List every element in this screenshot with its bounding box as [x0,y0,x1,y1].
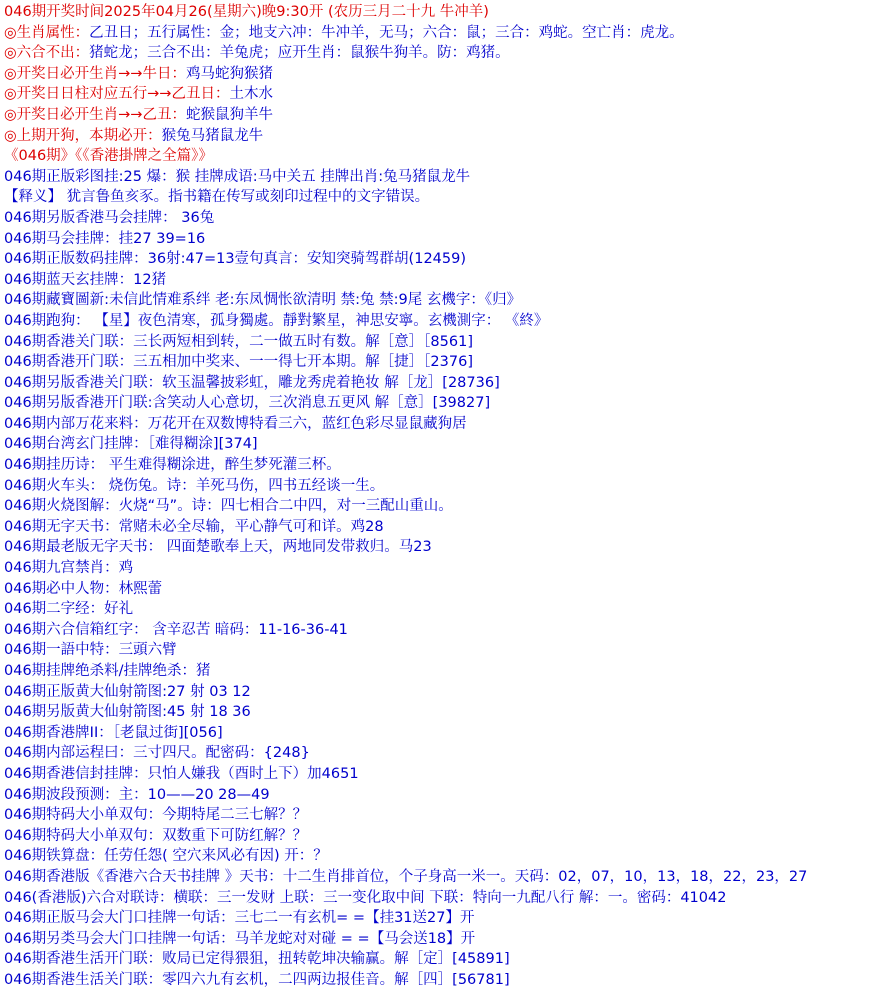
content-line-huoche-tou [4,476,894,497]
content-line-zhengban-huangdaxian [4,682,894,703]
draw-time-header: 046期开奖时间2025年04月26(星期六)晚9:30开 (农历三月二十九 牛冲羊) [4,4,489,20]
content-line-zuilaoban-wuzi-seg-0: 046期最老版无字天书： 四面楚歌奉上天，两地同发带救归。马23 [4,539,432,556]
zodiac-attributes-block [4,23,894,147]
content-block [4,167,894,991]
content-line-boduan-yuce [4,785,894,806]
content-line-paogou-seg-0: 046期跑狗： 【星】夜色清寒，孤身獨處。靜對繁星，神思安寧。玄機測字： 《終》 [4,312,549,329]
content-line-shiyi [4,187,894,208]
zodiac-line-shangqi-kaigou-seg-0: ◎上期开狗，本期必开： [4,127,162,144]
content-line-lingban-huangdaxian-seg-0: 046期另版黄大仙射箭图:45 射 18 36 [4,704,251,721]
content-line-huoshao-tujie [4,496,894,517]
content-line-shenghuo-guanmen-lian [4,970,894,991]
content-line-xianggang-kaimen-lian [4,352,894,373]
content-line-xianggang-paiII [4,723,894,744]
content-line-taiwan-xuanmen-seg-0: 046期台湾玄门挂牌：［难得糊涂][374] [4,436,258,453]
content-line-mahui-guapai [4,229,894,250]
content-line-tiesuan-pan [4,846,894,867]
content-line-teima-daxiao-danshuang1-seg-0: 046期特码大小单双句：今期特尾二三七解？？ [4,807,308,824]
content-line-zhengban-mahui-dakoumen-seg-0: 046期正版马会大门口挂牌一句话：三七二一有玄机= =【挂31送27】开 [4,910,475,927]
content-line-biuzhong-renwu-seg-0: 046期必中人物：林熙蕾 [4,580,163,597]
zodiac-line-liuhe-buchu-seg-0: ◎六合不出： [4,45,90,62]
content-line-zhengban-shuma-seg-0: 046期正版数码挂牌：36射:47=13壹句真言：安知突骑驾群胡(12459) [4,251,467,268]
content-line-huoche-tou-seg-0: 046期火车头： 烧伤兔。诗：羊死马伤，四书五经谈一生。 [4,477,385,494]
content-line-wuzi-tianshu-seg-0: 046期无字天书：常赌未必全尽输，平心静气可和详。鸡28 [4,518,384,535]
zodiac-line-kaijiang-bikai2 [4,105,894,126]
content-line-shenghuo-guanmen-lian-seg-0: 046期香港生活关门联：零四六九有玄机，二四两边报佳音。解［四］[56781] [4,971,510,988]
zodiac-line-kaijiang-bikai1 [4,64,894,85]
zodiac-line-shengxiao-shuxing-seg-0: ◎生肖属性： [4,24,90,41]
zodiac-line-rizhu-wuxing-seg-0: ◎开奖日日柱对应五行→→乙丑日： [4,86,230,103]
content-line-wuzi-tianshu [4,517,894,538]
content-line-boduan-yuce-seg-0: 046期波段预测：主：10——20 28—49 [4,786,270,803]
content-line-teima-daxiao-danshuang2 [4,826,894,847]
content-line-erziajing [4,599,894,620]
content-line-neibu-wanhua-seg-0: 046期内部万花来料：万花开在双数博特看三六，蓝红色彩尽显鼠藏狗居 [4,415,467,432]
content-line-yiyu-zhongte-seg-0: 046期一語中特：三頭六臂 [4,642,177,659]
content-line-xianggang-guanmen-lian [4,332,894,353]
content-line-lantian-xuan [4,270,894,291]
zodiac-line-kaijiang-bikai2-seg-1: 蛇猴鼠狗羊牛 [185,106,273,123]
content-line-xianggang-paiII-seg-0: 046期香港牌II：［老鼠过街][056] [4,724,223,741]
zodiac-line-shangqi-kaigou-seg-1: 猴兔马猪鼠龙牛 [161,127,264,144]
content-line-xianggang-ban-liuhe [4,867,894,888]
zodiac-line-rizhu-wuxing-seg-1: 土木水 [229,86,273,103]
section-title: 《046期》《《香港掛牌之全篇》》 [4,148,213,165]
content-line-teima-daxiao-danshuang2-seg-0: 046期特码大小单双句：双数重下可防红解？？ [4,827,308,844]
content-line-mahui-guapai-seg-0: 046期马会挂牌：挂27 39=16 [4,230,206,247]
content-line-guapai-juesha-seg-0: 046期挂牌绝杀料/挂牌绝杀：猪 [4,663,211,679]
content-line-lingban-xianggang-seg-0: 046期另版香港马会挂牌： 36兔 [4,209,215,226]
content-line-taiwan-xuanmen [4,434,894,455]
content-line-zhengban-caitu [4,167,894,188]
zodiac-line-kaijiang-bikai2-seg-0: ◎开奖日必开生肖→→乙丑： [4,106,186,123]
content-line-liuhe-xinjing-hongzi [4,620,894,641]
zodiac-line-shangqi-kaigou [4,126,894,147]
content-line-shenghuo-kaimen-lian [4,949,894,970]
content-line-cangbao-tuxin [4,290,894,311]
content-line-linglei-mahui-dakoumen [4,929,894,950]
content-line-yiyu-zhongte [4,640,894,661]
content-line-lingban-huangdaxian [4,702,894,723]
content-line-erziajing-seg-0: 046期二字经：好礼 [4,601,134,618]
content-line-jiugong-jinxiao [4,558,894,579]
content-line-huoshao-tujie-seg-0: 046期火烧图解：火烧“马”。诗：四七相合二中四，对一三配山重山。 [4,498,453,515]
content-line-lingban-xianggang [4,208,894,229]
zodiac-line-liuhe-buchu-seg-1: 猪蛇龙；三合不出：羊兔虎；应开生肖：鼠猴牛狗羊。防：鸡猪。 [89,45,510,62]
content-line-teima-daxiao-danshuang1 [4,805,894,826]
content-line-lingban-guanmen [4,373,894,394]
content-line-paogou [4,311,894,332]
content-line-zhengban-huangdaxian-seg-0: 046期正版黄大仙射箭图:27 射 03 12 [4,683,251,700]
content-line-linglei-mahui-dakoumen-seg-0: 046期另类马会大门口挂牌一句话：马羊龙蛇对对碰 = =【马会送18】开 [4,930,476,947]
content-line-neibu-yunchengyue [4,743,894,764]
content-line-xianggang-ban-liuhe-seg-0: 046期香港版《香港六合天书挂牌 》天书：十二生肖排首位，个子身高一米一。天码：02，07，10，13，18，22，23，27 [4,868,808,885]
content-line-neibu-yunchengyue-seg-0: 046期内部运程曰：三寸四尺。配密码：{248} [4,745,310,762]
content-line-wangli-shi [4,455,894,476]
content-line-xinfeng-guapai [4,764,894,785]
content-line-biuzhong-renwu [4,579,894,600]
content-line-cangbao-tuxin-seg-0: 046期藏寶圖新:未信此情难系绊 老:东凤惆怅欲清明 禁:兔 禁:9尾 玄機字：《归》 [4,292,522,309]
content-line-lingban-kaimen-seg-0: 046期另版香港开门联:含笑动人心意切，三次消息五更风 解［意］[39827] [4,395,491,412]
content-line-liuhe-xinjing-hongzi-seg-0: 046期六合信箱红字： 含辛忍苦 暗码：11-16-36-41 [4,621,348,638]
zodiac-line-liuhe-buchu [4,43,894,64]
zodiac-line-shengxiao-shuxing-seg-1: 乙丑日；五行属性：金；地支六冲：牛冲羊，无马；六合：鼠；三合：鸡蛇。空亡肖：虎龙。 [89,24,684,41]
content-line-zhengban-shuma [4,249,894,270]
content-line-zhengban-caitu-seg-0: 046期正版彩图挂:25 爆：猴 挂牌成语:马中关五 挂牌出肖:兔马猪鼠龙牛 [4,168,471,185]
content-line-zhengban-mahui-dakoumen [4,908,894,929]
content-line-jiugong-jinxiao-seg-0: 046期九宫禁肖：鸡 [4,560,134,577]
content-line-xinfeng-guapai-seg-0: 046期香港信封挂牌：只怕人嫌我（酉时上下）加4651 [4,765,359,782]
content-line-lingban-guanmen-seg-0: 046期另版香港关门联：软玉温馨披彩虹，雕龙秀虎着艳妆 解［龙］[28736] [4,374,500,391]
content-line-lingban-kaimen [4,393,894,414]
content-line-xianggang-kaimen-lian-seg-0: 046期香港开门联：三五相加中奖来、一一得七开本期。解［捷］［2376] [4,354,473,371]
content-line-shiyi-seg-0: 【释义】 犹言鲁鱼亥豕。指书籍在传写或刻印过程中的文字错误。 [4,189,430,206]
zodiac-line-kaijiang-bikai1-seg-0: ◎开奖日必开生肖→→牛日： [4,65,186,82]
content-line-shenghuo-kaimen-lian-seg-0: 046期香港生活开门联：败局已定得猥狙，扭转乾坤决输赢。解［定］[45891] [4,951,510,968]
zodiac-line-shengxiao-shuxing [4,23,894,44]
content-line-liuhe-duilian-shi [4,888,894,909]
content-line-wangli-shi-seg-0: 046期挂历诗： 平生难得糊涂进，醉生梦死灌三杯。 [4,457,341,474]
content-line-neibu-wanhua [4,414,894,435]
content-line-lantian-xuan-seg-0: 046期蓝天玄挂牌：12猪 [4,271,167,288]
zodiac-line-kaijiang-bikai1-seg-1: 鸡马蛇狗猴猪 [185,65,273,82]
content-line-xianggang-guanmen-lian-seg-0: 046期香港关门联：三长两短相到转，二一做五时有数。解［意］［8561] [4,333,473,350]
content-line-liuhe-duilian-shi-seg-0: 046(香港版)六合对联诗：横联：三一发财 上联：三一变化取中间 下联：特向一九配八行 解：一。密码：41042 [4,889,727,906]
zodiac-line-rizhu-wuxing [4,84,894,105]
content-line-tiesuan-pan-seg-0: 046期铁算盘：任劳任怨( 空穴来风必有因) 开：？ [4,848,328,865]
content-line-zuilaoban-wuzi [4,537,894,558]
content-line-guapai-juesha [4,661,894,682]
